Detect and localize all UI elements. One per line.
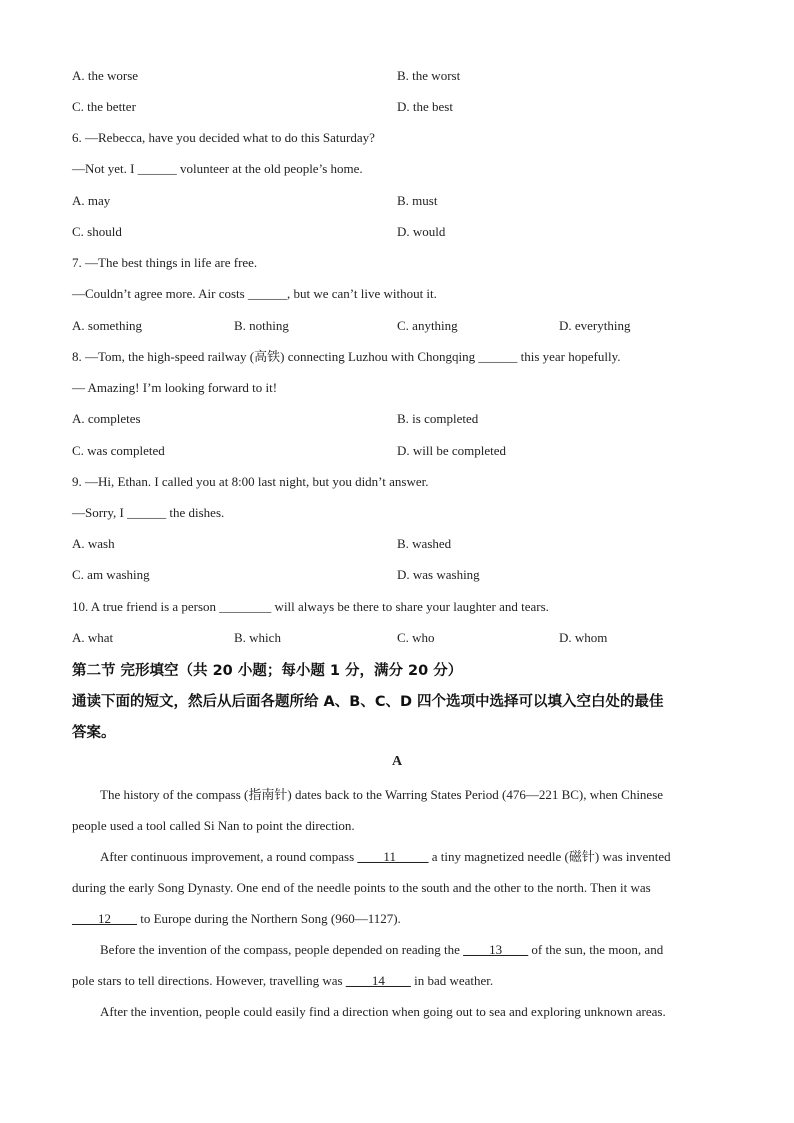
q8-option-b: B. is completed [397,411,479,426]
q9-option-b: B. washed [397,536,452,551]
q7-option-d: D. everything [559,318,631,333]
q10-option-a: A. what [72,630,114,645]
passage-text: a tiny magnetized needle (磁针) was invented [428,849,671,864]
passage-p1-line-1: The history of the compass (指南针) dates back to the Warring States Period (476—221 BC), when Chinese [100,787,664,802]
q6-reply: —Not yet. I ______ volunteer at the old people’s home. [72,161,363,176]
passage-label: A [391,754,403,769]
passage-text: Before the invention of the compass, people depended on reading the [100,942,464,957]
passage-text: After continuous improvement, a round compass [100,849,358,864]
q7-option-b: B. nothing [234,318,289,333]
blank-13: ____13____ [463,942,529,957]
q10-stem: 10. A true friend is a person ________ will always be there to share your laughter and tears. [72,599,549,614]
passage-p4-line-1: After the invention, people could easily find a direction when going out to sea and exploring unknown areas. [100,1004,666,1019]
q5-option-c: C. the better [72,99,136,114]
section-title: 第二节 完形填空（共 20 小题；每小题 1 分，满分 20 分） [72,663,463,679]
passage-p2-line-2: during the early Song Dynasty. One end of the needle points to the south and the other to the north. Then it was [72,880,651,895]
q9-stem: 9. —Hi, Ethan. I called you at 8:00 last night, but you didn’t answer. [72,474,429,489]
passage-p3-line-2 [72,972,493,990]
q6-option-c: C. should [72,224,122,239]
passage-text: pole stars to tell directions. However, travelling was [72,973,346,988]
q10-option-b: B. which [234,630,281,645]
q7-option-a: A. something [72,318,143,333]
blank-11: ____11_____ [357,849,429,864]
blank-12: ____12____ [72,911,137,926]
passage-text: of the sun, the moon, and [528,942,664,957]
passage-p1-line-2: people used a tool called Si Nan to point the direction. [72,818,355,833]
passage-p2-line-3 [72,910,401,928]
q8-stem: 8. —Tom, the high-speed railway (高铁) connecting Luzhou with Chongqing ______ this year hopefully. [72,349,621,364]
q6-stem: 6. —Rebecca, have you decided what to do this Saturday? [72,130,375,145]
section-instruction-line-1: 通读下面的短文，然后从后面各题所给 A、B、C、D 四个选项中选择可以填入空白处的最佳 [72,694,664,710]
passage-text: to Europe during the Northern Song (960—1127). [137,911,401,926]
q7-stem: 7. —The best things in life are free. [72,255,258,270]
passage-p3-line-1 [100,941,663,959]
section-instruction-line-2: 答案。 [72,725,116,741]
q8-option-c: C. was completed [72,443,165,458]
q5-option-d: D. the best [397,99,453,114]
q6-option-b: B. must [397,193,438,208]
q8-reply: — Amazing! I’m looking forward to it! [72,380,278,395]
q8-option-a: A. completes [72,411,141,426]
q5-option-a: A. the worse [72,68,139,83]
q5-option-b: B. the worst [397,68,461,83]
blank-14: ____14____ [345,973,411,988]
q7-reply: —Couldn’t agree more. Air costs ______, but we can’t live without it. [72,286,437,301]
passage-p2-line-1 [100,848,671,866]
q7-option-c: C. anything [397,318,458,333]
q9-option-d: D. was washing [397,567,480,582]
q10-option-c: C. who [397,630,435,645]
q9-reply: —Sorry, I ______ the dishes. [72,505,225,520]
q10-option-d: D. whom [559,630,608,645]
q6-option-d: D. would [397,224,446,239]
q6-option-a: A. may [72,193,111,208]
q9-option-c: C. am washing [72,567,150,582]
q8-option-d: D. will be completed [397,443,507,458]
passage-text: in bad weather. [410,973,494,988]
q9-option-a: A. wash [72,536,115,551]
